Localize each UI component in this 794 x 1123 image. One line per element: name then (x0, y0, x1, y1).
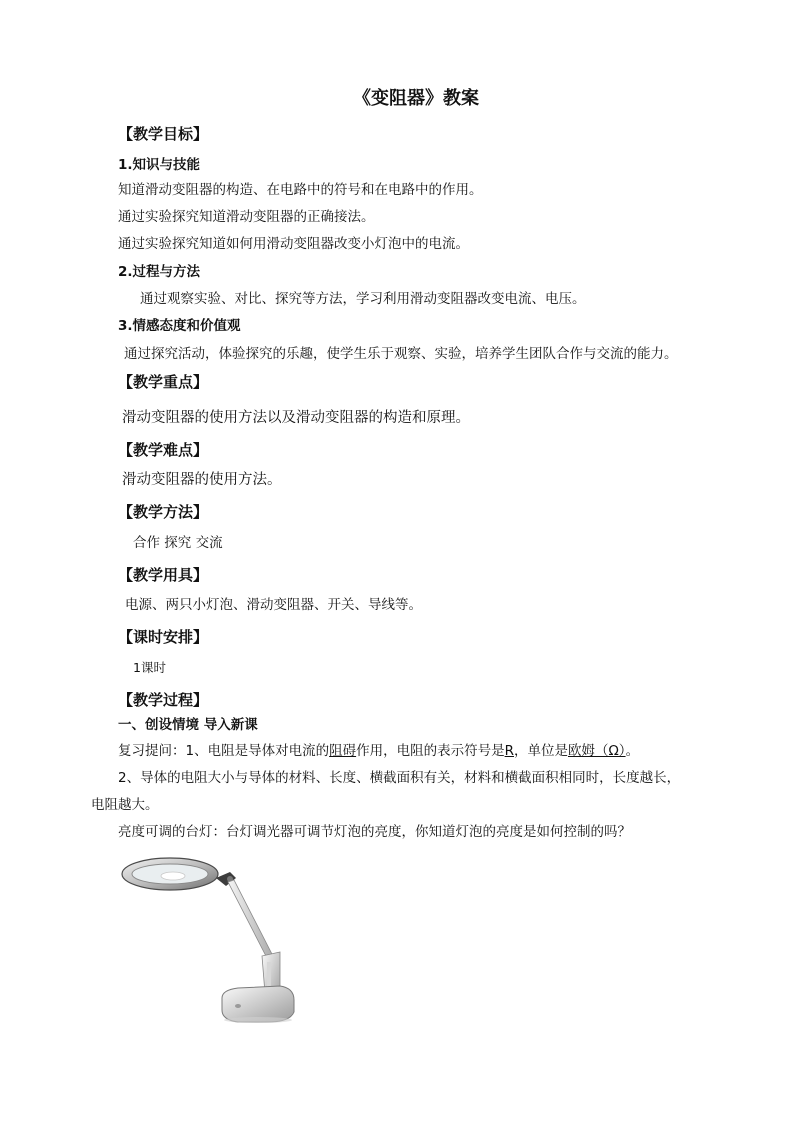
paragraph-line: 通过观察实验、对比、探究等方法，学习利用滑动变阻器改变电流、电压。 (140, 291, 586, 307)
section-heading-goals: 【教学目标】 (118, 125, 209, 143)
subheading-knowledge-skills: 1.知识与技能 (118, 157, 201, 173)
paragraph-line: 合作 探究 交流 (133, 535, 223, 551)
section-heading-process: 【教学过程】 (118, 691, 209, 709)
underlined-answer: R (504, 743, 514, 759)
paragraph-line: 1课时 (133, 660, 166, 675)
section-heading-key-points: 【教学重点】 (118, 373, 209, 391)
paragraph-line: 通过实验探究知道滑动变阻器的正确接法。 (118, 209, 375, 225)
review-question-line (118, 742, 639, 760)
subheading-part-one: 一、创设情境 导入新课 (118, 717, 258, 733)
text-run: 。 (625, 743, 640, 759)
paragraph-line: 通过探究活动，体验探究的乐趣，使学生乐于观察、实验，培养学生团队合作与交流的能力。 (124, 346, 678, 362)
subheading-process-methods: 2.过程与方法 (118, 264, 201, 280)
underlined-answer: 阻碍 (329, 743, 357, 759)
text-run: ，单位是 (513, 743, 568, 759)
text-run: 复习提问：1、电阻是导体对电流的 (118, 743, 330, 759)
paragraph-line: 通过实验探究知道如何用滑动变阻器改变小灯泡中的电流。 (118, 236, 469, 252)
desk-lamp-image (118, 852, 298, 1028)
section-heading-tools: 【教学用具】 (118, 566, 209, 584)
paragraph-line: 2、导体的电阻大小与导体的材料、长度、横截面积有关，材料和横截面积相同时，长度越长， (118, 770, 681, 786)
paragraph-line: 知道滑动变阻器的构造、在电路中的符号和在电路中的作用。 (118, 182, 483, 198)
underlined-answer: 欧姆（Ω） (567, 743, 626, 759)
subheading-attitudes-values: 3.情感态度和价值观 (118, 318, 241, 334)
paragraph-line: 电阻越大。 (91, 797, 159, 813)
section-heading-difficulties: 【教学难点】 (118, 441, 209, 459)
section-heading-schedule: 【课时安排】 (118, 628, 209, 646)
paragraph-line: 滑动变阻器的使用方法。 (122, 472, 282, 488)
paragraph-line: 亮度可调的台灯：台灯调光器可调节灯泡的亮度，你知道灯泡的亮度是如何控制的吗？ (118, 824, 631, 840)
paragraph-line: 滑动变阻器的使用方法以及滑动变阻器的构造和原理。 (122, 410, 470, 426)
paragraph-line: 电源、两只小灯泡、滑动变阻器、开关、导线等。 (125, 597, 422, 613)
text-run: 作用，电阻的表示符号是 (356, 743, 505, 759)
page-title: 《变阻器》教案 (353, 88, 479, 109)
section-heading-methods: 【教学方法】 (118, 503, 209, 521)
